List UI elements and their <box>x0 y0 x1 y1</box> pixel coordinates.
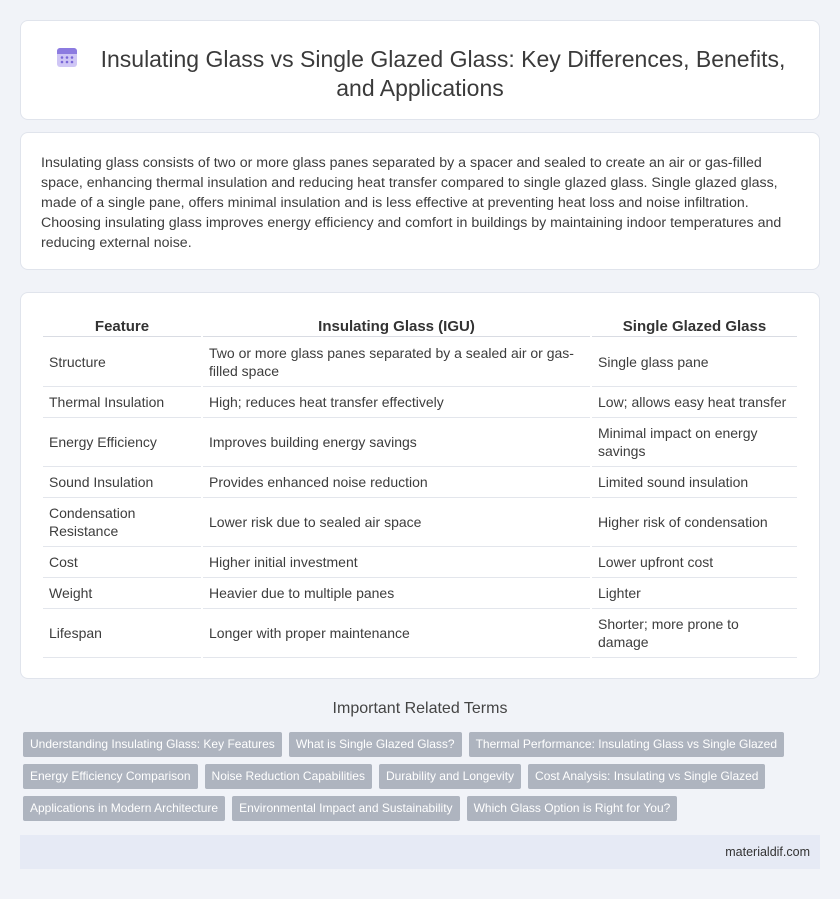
table-header-row <box>43 315 797 337</box>
table-cell: Low; allows easy heat transfer <box>592 387 797 418</box>
table-cell: Condensation Resistance <box>43 498 201 547</box>
table-cell: Two or more glass panes separated by a sealed air or gas-filled space <box>203 337 590 387</box>
table-cell: Lower risk due to sealed air space <box>203 498 590 547</box>
table-cell: Energy Efficiency <box>43 418 201 467</box>
table-cell: Higher initial investment <box>203 547 590 578</box>
table-cell: Lighter <box>592 578 797 609</box>
footer <box>20 835 820 869</box>
page-title: Insulating Glass vs Single Glazed Glass: Key Differences, Benefits, and Applications <box>100 46 786 101</box>
table-cell: Heavier due to multiple panes <box>203 578 590 609</box>
related-terms-tags <box>23 732 813 828</box>
table-row <box>43 467 797 498</box>
table-cell: Thermal Insulation <box>43 387 201 418</box>
comparison-card <box>20 292 820 679</box>
tag-row <box>23 732 813 757</box>
related-term-tag[interactable]: Which Glass Option is Right for You? <box>467 796 678 821</box>
related-term-tag[interactable]: Cost Analysis: Insulating vs Single Glazed <box>528 764 765 789</box>
calendar-grid-icon <box>55 45 79 69</box>
table-cell: High; reduces heat transfer effectively <box>203 387 590 418</box>
table-cell: Weight <box>43 578 201 609</box>
related-term-tag[interactable]: Environmental Impact and Sustainability <box>232 796 459 821</box>
related-term-tag[interactable]: Understanding Insulating Glass: Key Features <box>23 732 282 757</box>
related-term-tag[interactable]: Noise Reduction Capabilities <box>205 764 372 789</box>
related-term-tag[interactable]: Durability and Longevity <box>379 764 521 789</box>
related-terms-heading: Important Related Terms <box>332 700 508 717</box>
tag-row <box>23 796 813 821</box>
table-row <box>43 387 797 418</box>
related-term-tag[interactable]: What is Single Glazed Glass? <box>289 732 462 757</box>
table-row <box>43 418 797 467</box>
table-cell: Structure <box>43 337 201 387</box>
table-row <box>43 609 797 658</box>
table-row <box>43 337 797 387</box>
tag-row <box>23 764 813 789</box>
related-term-tag[interactable]: Energy Efficiency Comparison <box>23 764 198 789</box>
column-header: Insulating Glass (IGU) <box>203 315 590 337</box>
table-cell: Limited sound insulation <box>592 467 797 498</box>
table-row <box>43 578 797 609</box>
page-title-row <box>41 45 799 103</box>
table-cell: Sound Insulation <box>43 467 201 498</box>
comparison-table <box>41 315 799 658</box>
table-row <box>43 498 797 547</box>
column-header: Feature <box>43 315 201 337</box>
related-term-tag[interactable]: Applications in Modern Architecture <box>23 796 225 821</box>
table-cell: Provides enhanced noise reduction <box>203 467 590 498</box>
related-term-tag[interactable]: Thermal Performance: Insulating Glass vs Single Glazed <box>469 732 784 757</box>
table-cell: Single glass pane <box>592 337 797 387</box>
table-row <box>43 547 797 578</box>
table-cell: Higher risk of condensation <box>592 498 797 547</box>
table-cell: Longer with proper maintenance <box>203 609 590 658</box>
header-card <box>20 20 820 120</box>
intro-card <box>20 132 820 270</box>
table-cell: Lifespan <box>43 609 201 658</box>
table-cell: Improves building energy savings <box>203 418 590 467</box>
table-cell: Shorter; more prone to damage <box>592 609 797 658</box>
column-header: Single Glazed Glass <box>592 315 797 337</box>
intro-paragraph: Insulating glass consists of two or more glass panes separated by a spacer and sealed to create an air or gas-filled space, enhancing thermal insulation and reducing heat transfer compared to single glazed glass. Single glazed glass, made of a single pane, offers minimal insulation and is less effective at preventing heat loss and noise infiltration. Choosing insulating glass improves energy efficiency and comfort in buildings by maintaining indoor temperatures and reducing external noise. <box>41 155 782 251</box>
table-cell: Cost <box>43 547 201 578</box>
footer-site-link[interactable]: materialdif.com <box>725 845 810 859</box>
table-cell: Lower upfront cost <box>592 547 797 578</box>
table-cell: Minimal impact on energy savings <box>592 418 797 467</box>
